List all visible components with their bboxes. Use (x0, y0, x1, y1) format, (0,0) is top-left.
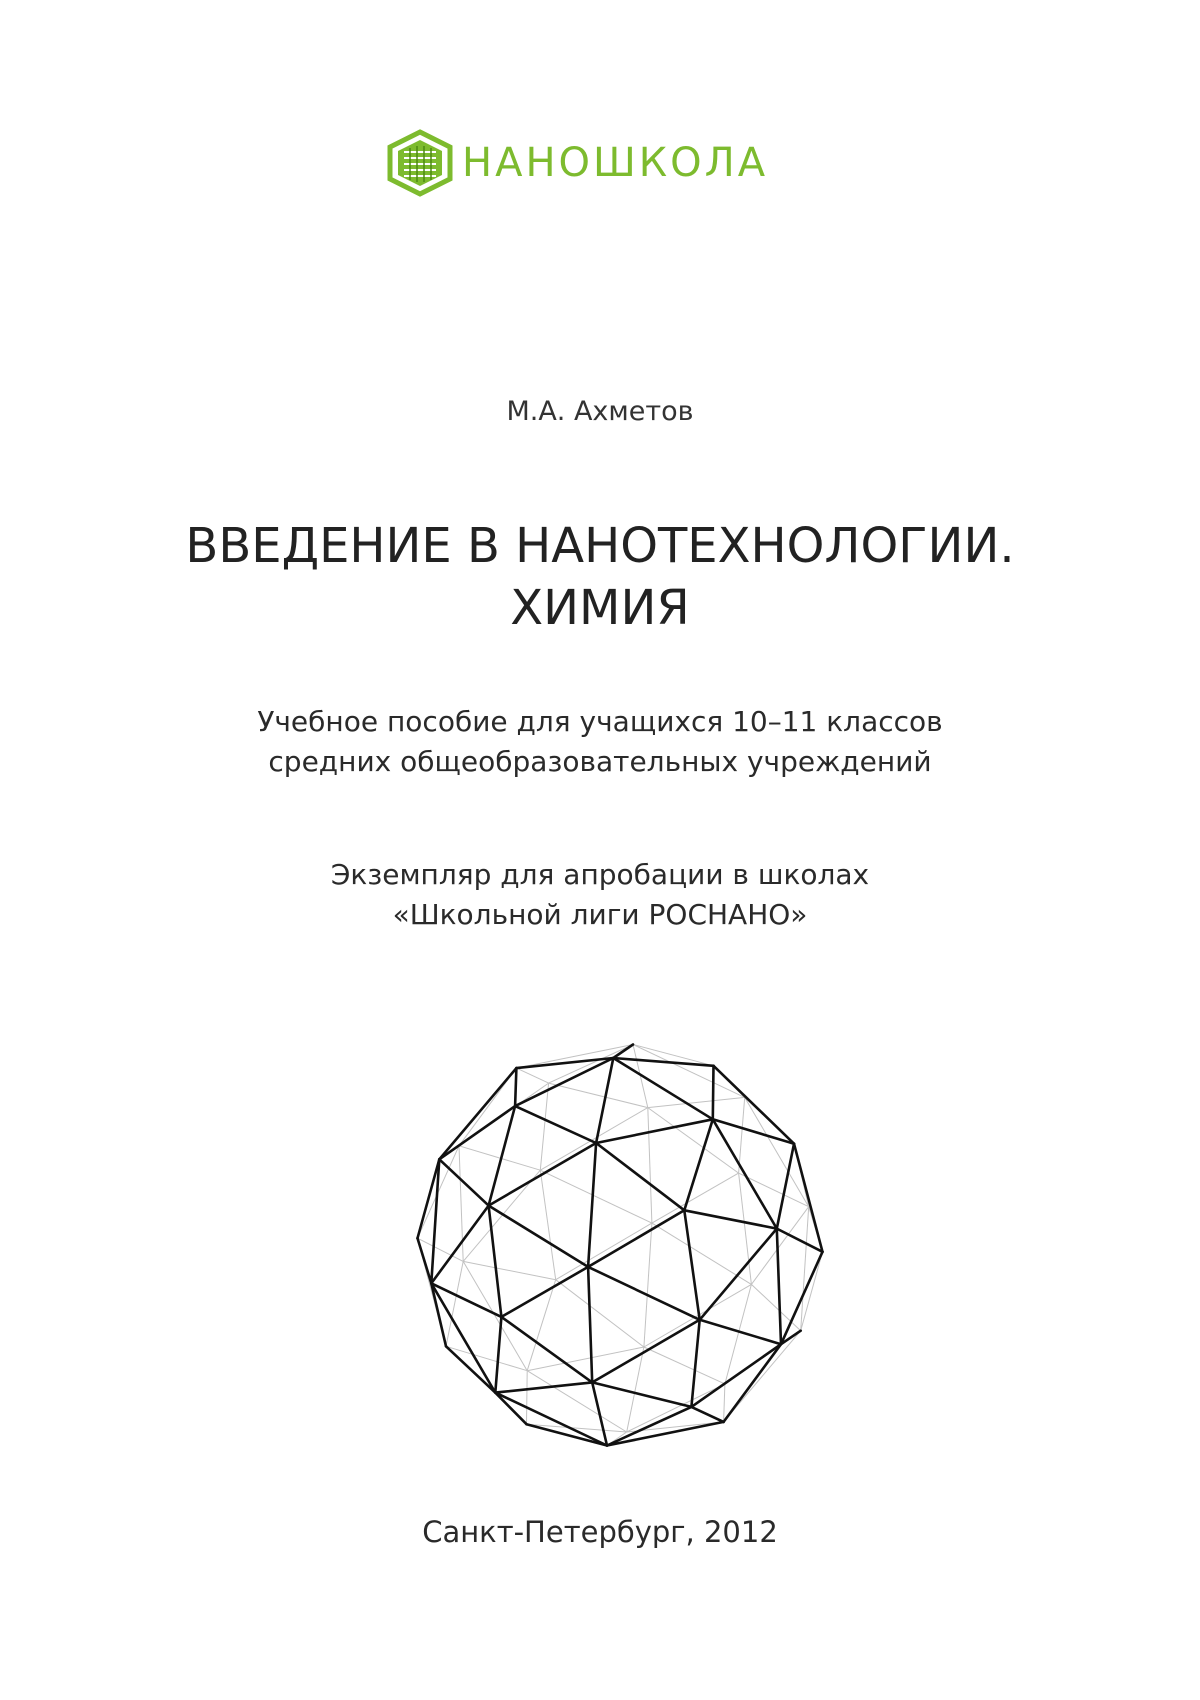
logo (384, 128, 768, 198)
book-title-line-1: ВВЕДЕНИЕ В НАНОТЕХНОЛОГИИ. (185, 518, 1015, 574)
sphere-edge (540, 1083, 548, 1170)
sphere-edge (592, 1382, 607, 1445)
approbation-note (0, 855, 1200, 935)
book-title-line-2: ХИМИЯ (510, 580, 690, 636)
sphere-edge (495, 1317, 501, 1393)
sphere-edge (540, 1170, 555, 1280)
sphere-edge (556, 1223, 652, 1280)
sphere-edge (495, 1382, 592, 1392)
book-subtitle (0, 702, 1200, 782)
sphere-edge (633, 1045, 745, 1098)
sphere-edge (515, 1106, 596, 1143)
nanoschool-logo-icon (384, 128, 456, 198)
sphere-edge (463, 1170, 540, 1261)
sphere-edge (592, 1382, 691, 1407)
sphere-edge (489, 1206, 588, 1267)
sphere-edge (700, 1320, 781, 1344)
sphere-edge (596, 1119, 713, 1143)
sphere-edge (644, 1223, 652, 1347)
sphere-edge (418, 1238, 432, 1283)
sphere-edge (431, 1283, 446, 1346)
book-subtitle-line-1: Учебное пособие для учащихся 10–11 классов (257, 705, 943, 738)
sphere-edge (596, 1143, 684, 1210)
sphere-edge (648, 1108, 652, 1224)
sphere-edge (516, 1058, 613, 1068)
sphere-edge (489, 1206, 502, 1317)
sphere-edge (713, 1066, 714, 1120)
sphere-edge (501, 1267, 588, 1317)
logo-text: НАНОШКОЛА (462, 140, 769, 186)
sphere-edge (463, 1261, 556, 1279)
sphere-edge (495, 1393, 526, 1425)
sphere-edge (691, 1407, 723, 1422)
sphere-edge (588, 1267, 592, 1383)
sphere-edge (527, 1347, 644, 1371)
sphere-edge (700, 1229, 777, 1320)
sphere-edge (684, 1210, 699, 1320)
sphere-edge (549, 1083, 648, 1108)
sphere-edge (739, 1173, 809, 1207)
sphere-edge (527, 1371, 528, 1425)
sphere-edge (515, 1068, 516, 1106)
sphere-edge (652, 1173, 739, 1223)
publication-place-year: Санкт-Петербург, 2012 (422, 1515, 778, 1549)
sphere-front-edges (418, 1045, 823, 1446)
sphere-edge (691, 1320, 699, 1407)
sphere-edge (592, 1320, 700, 1383)
sphere-edge (801, 1207, 809, 1331)
sphere-edge (431, 1206, 488, 1284)
sphere-edge (596, 1058, 613, 1143)
sphere-edge (516, 1068, 548, 1083)
sphere-edge (613, 1058, 713, 1119)
sphere-edge (540, 1170, 652, 1223)
sphere-edge (724, 1384, 725, 1422)
sphere-edge (644, 1347, 725, 1384)
approbation-note-line-1: Экземпляр для апробации в школах (330, 858, 870, 891)
geodesic-sphere-icon (390, 1015, 850, 1475)
sphere-edge (556, 1280, 644, 1347)
sphere-edge (739, 1097, 745, 1173)
sphere-edge (751, 1284, 800, 1330)
sphere-edge (495, 1393, 607, 1446)
book-subtitle-line-2: средних общеобразовательных учреждений (268, 745, 932, 778)
sphere-edge (691, 1344, 781, 1407)
sphere-edge (684, 1210, 777, 1228)
approbation-note-line-2: «Школьной лиги РОСНАНО» (392, 898, 808, 931)
sphere-edge (439, 1159, 488, 1205)
sphere-edge (648, 1097, 745, 1107)
author-name: М.А. Ахметов (506, 396, 694, 427)
sphere-edge (794, 1144, 823, 1252)
sphere-edge (588, 1267, 700, 1320)
sphere-edge (588, 1210, 684, 1267)
sphere-edge (527, 1371, 627, 1432)
book-title (0, 515, 1200, 639)
sphere-edge (588, 1143, 596, 1267)
